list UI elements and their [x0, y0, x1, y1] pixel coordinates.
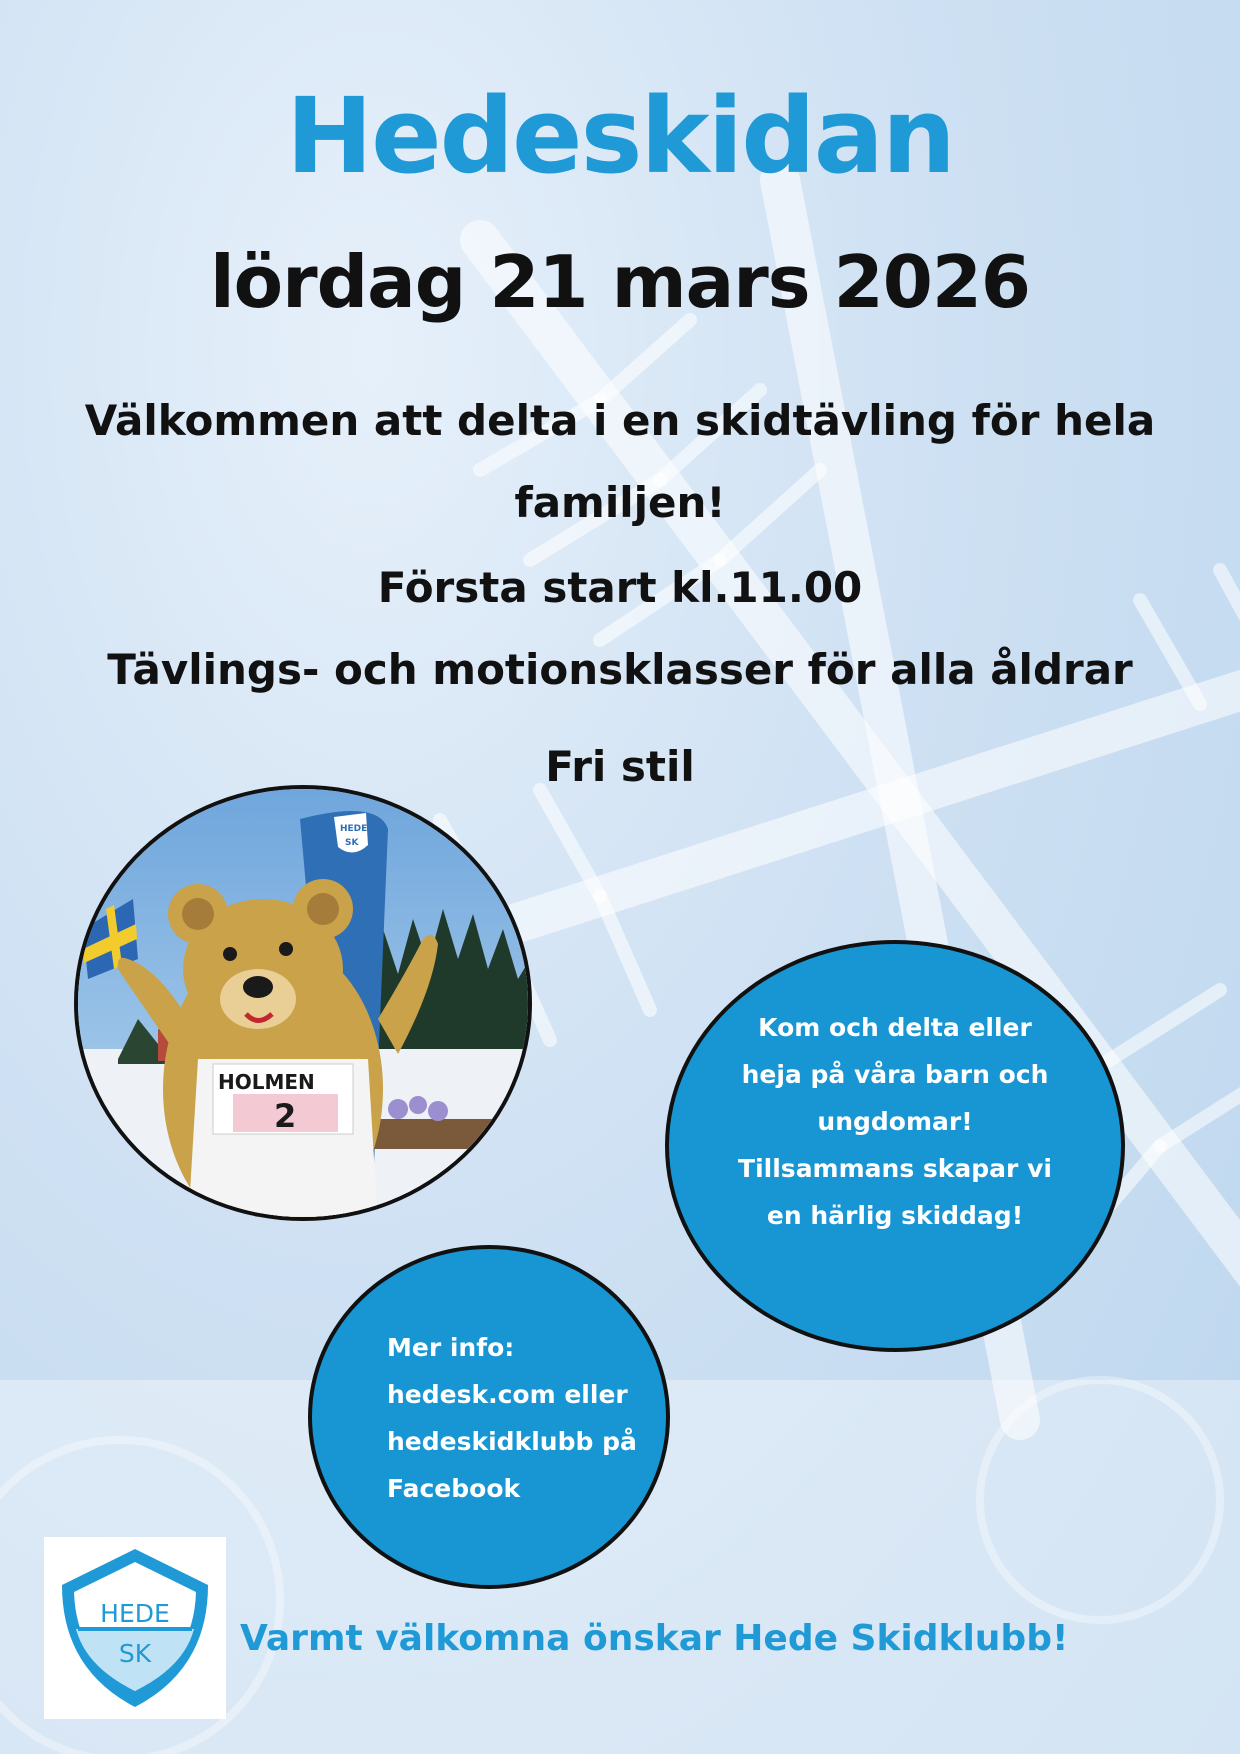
welcome-text: [709, 1004, 1081, 1239]
shield-icon: [44, 1537, 226, 1719]
info-circle-welcome: [665, 940, 1125, 1352]
intro-line-1: Välkommen att delta i en skidtävling för hela: [84, 396, 1156, 445]
mascot-photo-illustration: [78, 789, 532, 1221]
style-text: Fri stil: [545, 742, 695, 791]
classes-text: Tävlings- och motionsklasser för alla åldrar: [107, 645, 1133, 694]
welcome-line: ungdomar!: [817, 1107, 973, 1136]
event-date: lördag 21 mars 2026: [209, 240, 1031, 324]
flag-logo-top: HEDE: [340, 824, 368, 834]
info-circle-more-info: [308, 1245, 670, 1589]
more-info-line: Mer info:: [387, 1333, 515, 1362]
first-start: Första start kl.11.00: [377, 563, 863, 612]
bib-number: 2: [274, 1097, 297, 1135]
welcome-line: heja på våra barn och: [741, 1060, 1049, 1089]
more-info-line: Facebook: [387, 1474, 521, 1503]
welcome-line: Tillsammans skapar vi: [738, 1154, 1052, 1183]
flag-logo-bottom: SK: [345, 838, 359, 848]
club-logo: [44, 1537, 226, 1719]
intro-line-2: familjen!: [514, 478, 726, 527]
event-title: Hedeskidan: [286, 75, 954, 197]
footer-greeting: Varmt välkomna önskar Hede Skidklubb!: [240, 1618, 1069, 1659]
bib-text: HOLMEN: [218, 1070, 315, 1094]
welcome-line: Kom och delta eller: [758, 1013, 1032, 1042]
more-info-text: [387, 1324, 646, 1512]
logo-top-text: HEDE: [100, 1599, 170, 1628]
welcome-line: en härlig skiddag!: [766, 1201, 1024, 1230]
logo-bottom-text: SK: [118, 1639, 152, 1668]
intro-text: [60, 380, 1180, 544]
mascot-photo: [74, 785, 532, 1221]
more-info-line: hedesk.com eller: [387, 1380, 628, 1409]
more-info-line: hedeskidklubb på: [387, 1427, 637, 1456]
